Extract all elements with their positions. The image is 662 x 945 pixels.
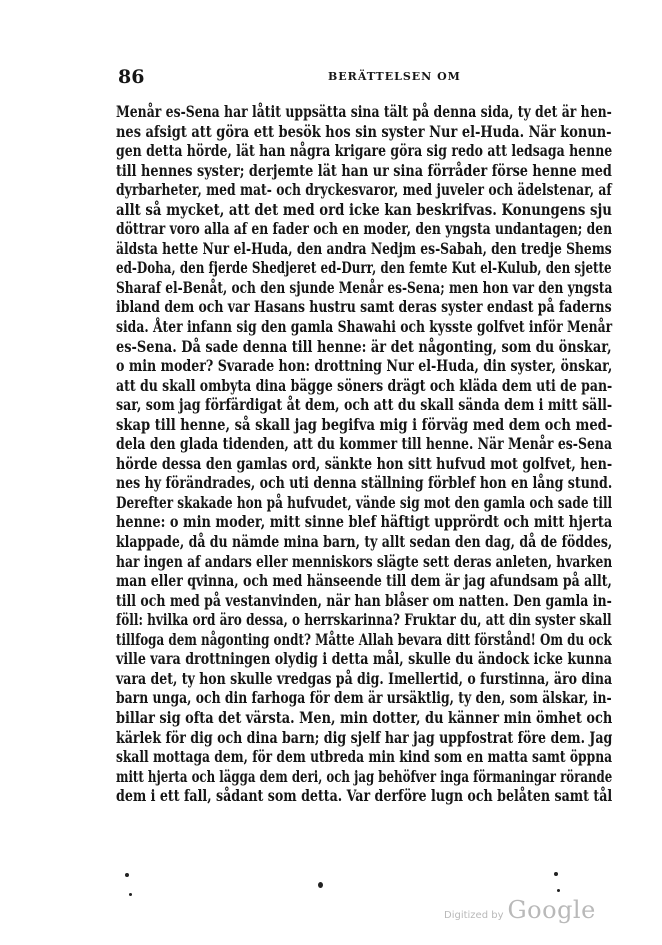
text-line: allt så mycket, att det med ord icke kan beskrifvas. Konungens sju (116, 199, 612, 219)
text-line: till och med på vestanvinden, när han blåser om natten. Den gamla in- (116, 590, 612, 610)
text-line: gen detta hörde, lät han några krigare göra sig redo att ledsaga henne (116, 141, 613, 161)
text-line: dyrbarheter, med mat- och dryckesvaror, med juveler och ädelstenar, af (116, 180, 612, 200)
digitized-by-google-watermark (444, 896, 596, 930)
ink-speck (318, 882, 323, 888)
page-header (118, 66, 558, 88)
text-line: vara det, ty hon skulle vredgas på dig. Imellertid, o furstinna, äro dina (116, 668, 613, 688)
text-line: skall mottaga dem, för dem utbreda min kind som en matta samt öppna (116, 747, 613, 767)
text-line: sar, som jag förfärdigat åt dem, och att du skall sända dem i mitt säll- (116, 395, 613, 415)
text-line: henne: o min moder, mitt sinne blef häftigt upprördt och mitt hjerta (116, 512, 613, 532)
page-number: 86 (118, 66, 145, 88)
text-line: Menår es-Sena har låtit uppsätta sina tält på denna sida, ty det är hen- (116, 102, 612, 121)
text-line: till hennes syster; derjemte lät han ur sina förråder förse henne med (116, 160, 612, 180)
text-line: es-Sena. Då sade denna till henne: är det någonting, som du önskar, (116, 336, 612, 356)
ink-speck (557, 889, 560, 892)
text-line: hörde dessa den gamlas ord, sänkte hon sitt hufvud mot golfvet, hen- (116, 453, 613, 473)
text-line: sida. Åter infann sig den gamla Shawahi och kysste golfvet inför Menår (116, 317, 613, 337)
text-line: tillfoga dem någonting ondt? Måtte Allah bevara ditt förstånd! Om du ock (116, 629, 612, 649)
text-line: har ingen af andars eller menniskors slägte sett deras anleten, hvarken (116, 551, 613, 571)
text-line: billar sig ofta det värsta. Men, min dotter, du känner min ömhet och (116, 707, 613, 727)
ink-speck (554, 872, 558, 876)
text-line: Derefter skakade hon på hufvudet, vände sig mot den gamla och sade till (116, 492, 613, 512)
google-logo: Google (507, 896, 596, 924)
text-line: mitt hjerta och lägga dem deri, och jag behöfver inga förmaningar rörande (116, 766, 613, 786)
text-line: att du skall ombyta dina bägge söners drägt och kläda dem uti de pan- (116, 375, 613, 395)
text-line: dem i ett fall, sådant som detta. Var derföre lugn och belåten samt tål (116, 786, 613, 806)
running-head: BERÄTTELSEN OM (328, 70, 461, 83)
text-line: man eller qvinna, och med hänseende till dem är jag afundsam på allt, (116, 571, 612, 591)
text-line: barn unga, och din farhoga för dem är ursäktlig, ty den, som älskar, in- (116, 688, 612, 708)
text-line: skap till henne, så skall jag begifva mig i förväg med dem och med- (116, 414, 613, 434)
ink-speck (129, 893, 132, 896)
text-line: Sharaf el-Benåt, och den sjunde Menår es-Sena; men hon var den yngsta (116, 277, 613, 297)
body-text (116, 102, 616, 806)
text-line: ibland dem och var Hasans hustru samt deras syster endast på faderns (116, 297, 612, 317)
ink-speck (125, 873, 129, 877)
text-line: klappade, då du nämde mina barn, ty allt sedan den dag, då de föddes, (116, 532, 613, 552)
text-line: nes afsigt att göra ett besök hos sin syster Nur el-Huda. När konun- (116, 121, 612, 141)
text-line: ed-Doha, den fjerde Shedjeret ed-Durr, den femte Kut el-Kulub, den sjette (116, 258, 612, 278)
text-line: föll: hvilka ord äro dessa, o herrskarinna? Fruktar du, att din syster skall (116, 610, 612, 630)
text-line: kärlek för dig och dina barn; dig sjelf har jag uppfostrat före dem. Jag (116, 727, 613, 747)
text-line: nes hy förändrades, och uti denna ställning förblef hon en lång stund. (116, 473, 613, 493)
watermark-prefix: Digitized by (444, 910, 504, 921)
text-line: o min moder? Svarade hon: drottning Nur el-Huda, din syster, önskar, (116, 356, 613, 376)
text-line: döttrar voro alla af en fader och en moder, den yngsta undantagen; den (116, 219, 613, 239)
text-line: dela den glada tidenden, att du kommer till henne. När Menår es-Sena (116, 434, 613, 454)
text-line: ville vara drottningen olydig i detta mål, skulle du ändock icke kunna (116, 649, 613, 669)
text-line: äldsta hette Nur el-Huda, den andra Nedjm es-Sabah, den tredje Shems (116, 238, 612, 258)
